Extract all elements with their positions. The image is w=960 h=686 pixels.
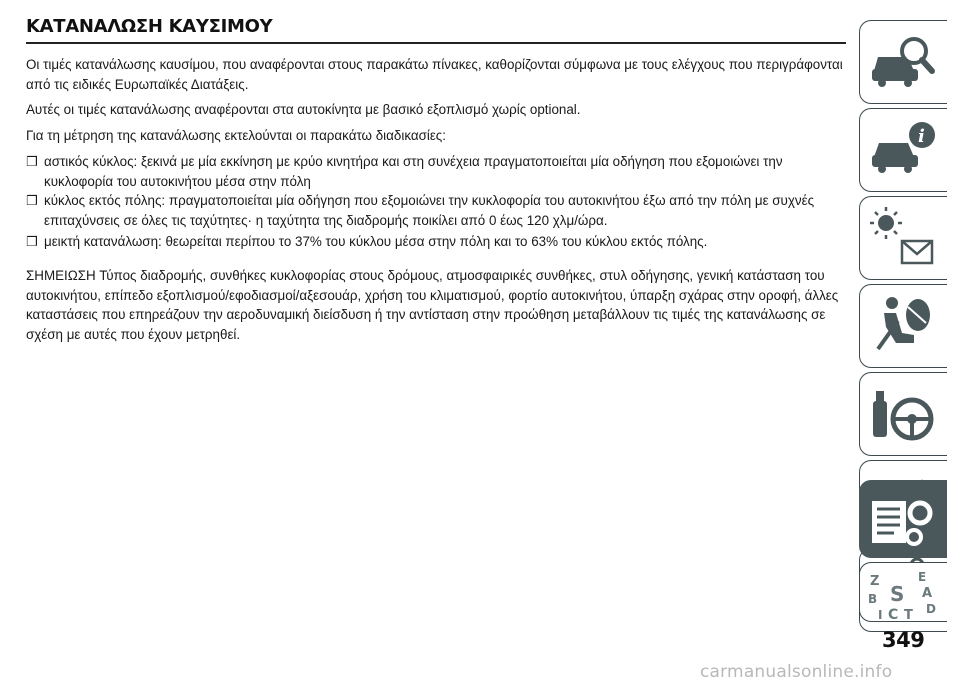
index-letter: A [922,586,933,601]
bullet-combined-consumption [26,232,846,252]
checkbox-bullet-icon: ❒ [26,193,38,208]
checkbox-bullet-icon: ❒ [26,154,38,169]
warning-lights-icon [868,205,938,271]
tab-steering-wheel[interactable] [859,372,947,456]
tab-alphabetical-index[interactable] [859,562,947,622]
index-letter: E [918,571,927,584]
airbag-seat-icon [868,293,938,359]
index-letter: C [888,607,899,623]
bullet-text: κύκλος εκτός πόλης: πραγματοποιείται μία οδήγηση που εξομοιώνει την κυκλοφορία του αυτοκινήτου έξω από την πόλη με συχνές επιταχύνσεις σε όλες τις ταχύτητες· η ταχύτητα της διαδρομής ποικίλει από 0 έως 120 χλμ/ώρα. [44,193,815,228]
checkbox-bullet-icon: ❒ [26,234,38,249]
index-letter: Z [870,574,880,589]
bullet-text: μεικτή κατανάλωση: θεωρείται περίπου το 37% του κύκλου μέσα στην πόλη και το 63% του κύκλου εκτός πόλης. [44,234,708,249]
index-letter: T [904,608,913,623]
bullet-extra-urban-cycle [26,191,846,230]
tab-car-info[interactable] [859,108,947,192]
optional-paragraph: Αυτές οι τιμές κατανάλωσης αναφέρονται στα αυτοκίνητα με βασικό εξοπλισμό χωρίς optional. [26,102,581,117]
alphabetical-index-icon [868,571,938,623]
title-divider [26,42,846,44]
watermark-text: carmanualsonline.info [700,662,893,682]
bullet-urban-cycle [26,152,846,191]
car-info-icon [868,117,938,183]
tab-technical-data[interactable] [859,480,947,558]
index-letter: I [878,608,883,622]
note-paragraph: ΣΗΜΕΙΩΣΗ Τύπος διαδρομής, συνθήκες κυκλοφορίας στους δρόμους, ατμοσφαιρικές συνθήκες, στυλ οδήγησης, γενική κατάσταση του αυτοκινήτου, επίπεδο εξοπλισμού/εφοδιασμοί/αξεσουάρ, χρήση του κλιματισμού, φορτίο αυτοκινήτου, ύπαρξη σχάρας στην οροφή, άλλες καταστάσεις που επηρεάζουν την αεροδυναμική διείσδυση ή την αντίσταση στην προώθηση μεταβάλλουν τις τιμές της κατανάλωσης σε σχέση με αυτές που έχουν μετρηθεί. [26,268,839,342]
technical-data-icon [868,489,938,551]
page-title: ΚΑΤΑΝΑΛΩΣΗ ΚΑΥΣΙΜΟΥ [26,16,273,37]
tab-airbag-seat[interactable] [859,284,947,368]
steering-wheel-icon [868,381,938,447]
page-number: 349 [882,628,925,652]
intro-paragraph: Οι τιμές κατανάλωσης καυσίμου, που αναφέρονται στους παρακάτω πίνακες, καθορίζονται σύμφωνα με τους ελέγχους που περιγράφονται από τις ειδικές Ευρωπαϊκές Διατάξεις. [26,57,843,92]
tab-car-magnifier[interactable] [859,20,947,104]
index-letter: B [868,592,878,606]
car-magnifier-icon [868,29,938,95]
tab-warning-lights[interactable] [859,196,947,280]
svg-text:i: i [918,126,925,147]
index-letter: S [890,582,905,606]
procedures-paragraph: Για τη μέτρηση της κατανάλωσης εκτελούνται οι παρακάτω διαδικασίες: [26,128,446,143]
index-letter: D [926,602,936,616]
bullet-text: αστικός κύκλος: ξεκινά με μία εκκίνηση με κρύο κινητήρα και στη συνέχεια πραγματοποιείται μία οδήγηση που εξομοιώνει την κυκλοφορία του αυτοκινήτου μέσα στην πόλη [44,154,783,189]
